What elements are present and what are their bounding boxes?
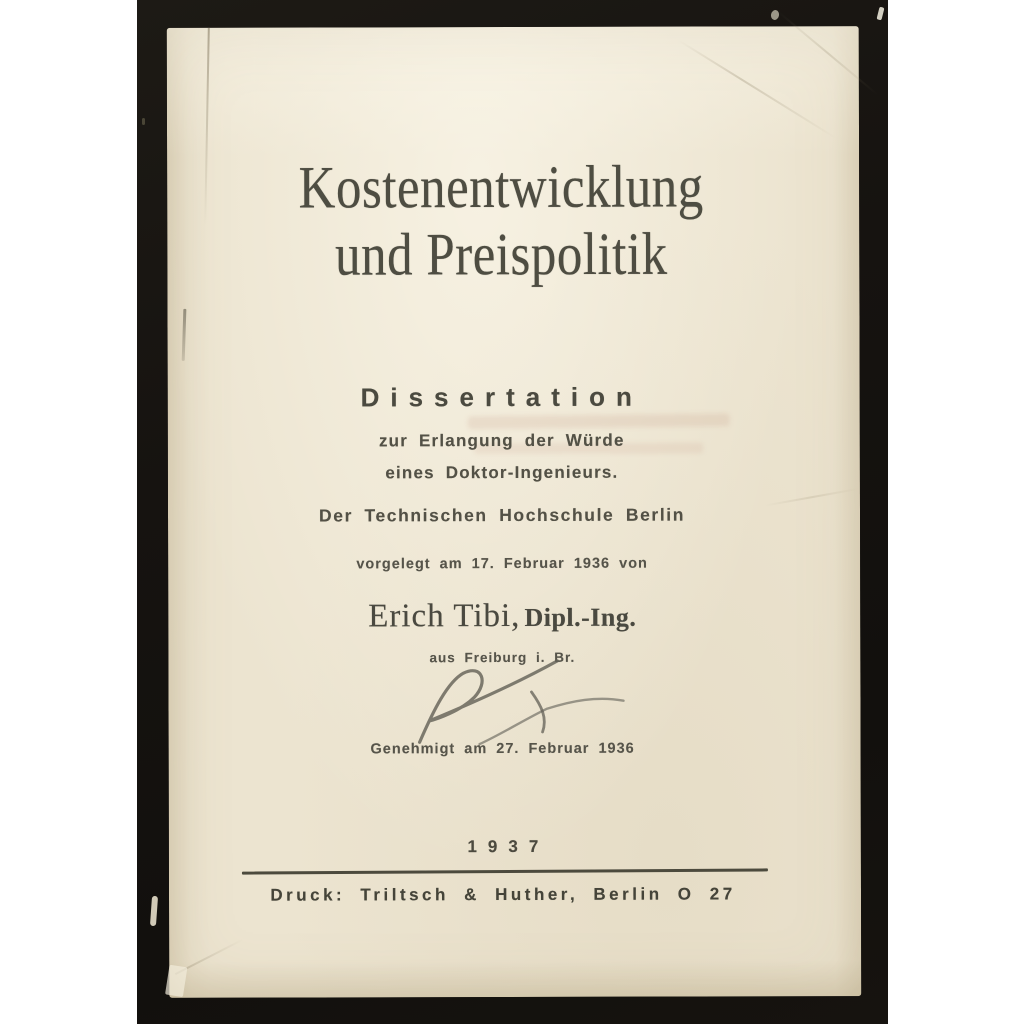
presented-line: vorgelegt am 17. Februar 1936 von <box>356 555 648 573</box>
institution-line: Der Technischen Hochschule Berlin <box>318 504 686 526</box>
title-page-content <box>167 26 862 998</box>
title-line-2: und Preispolitik <box>335 221 668 289</box>
dissertation-heading: Dissertation <box>360 381 643 413</box>
imprint-line: Druck: Triltsch & Huther, Berlin O 27 <box>270 884 736 905</box>
origin-line: aus Freiburg i. Br. <box>429 649 576 666</box>
dust-speck <box>142 118 145 125</box>
author-name: Erich Tibi, <box>368 597 521 635</box>
approval-line: Genehmigt am 27. Februar 1936 <box>370 740 635 758</box>
book-title <box>167 154 835 290</box>
author-degree: Dipl.-Ing. <box>524 602 637 632</box>
booklet-cover <box>167 26 862 998</box>
purpose-line-1: zur Erlangung der Würde <box>378 430 625 451</box>
year-line: 1937 <box>467 836 550 857</box>
imprint-divider <box>242 868 768 874</box>
black-backdrop <box>137 0 888 1024</box>
dust-speck <box>877 7 885 21</box>
title-line-1: Kostenentwicklung <box>298 154 704 222</box>
page-edge-sliver <box>150 896 158 926</box>
purpose-line-2: eines Doktor-Ingenieurs. <box>385 462 619 483</box>
dust-speck <box>770 9 780 20</box>
